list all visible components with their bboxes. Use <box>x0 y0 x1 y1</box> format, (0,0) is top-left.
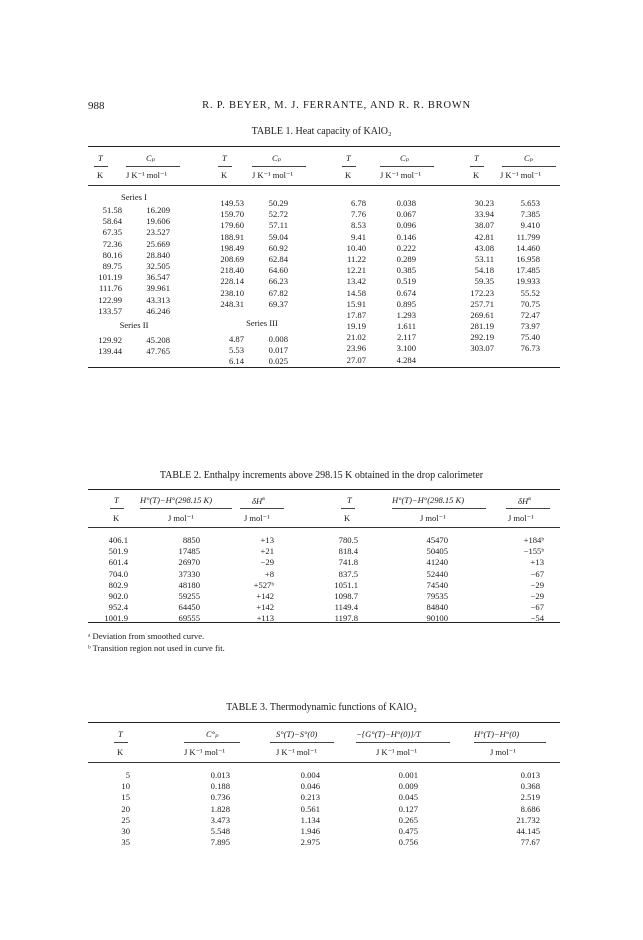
t3-h-S: S°(T)−S°(0) <box>276 729 318 739</box>
t1-h-Cp1: Cₚ <box>146 153 156 163</box>
t2-h-dH1: δH <box>252 495 263 506</box>
t2-left-T-cell: 1001.9 <box>104 613 128 624</box>
t1-b4-T-cell: 53.11 <box>474 253 494 264</box>
t1-b1-Cp <box>132 205 170 317</box>
t1-b2-T3-cell: 4.87 <box>228 334 244 344</box>
t3-H-cell: 0.013 <box>520 770 540 780</box>
t2-left-H <box>164 535 200 625</box>
t2-left-T-cell: 601.4 <box>108 557 128 568</box>
t1-b4-T <box>458 198 494 355</box>
t1-b2-Cp-cell: 66.23 <box>268 276 288 287</box>
t1-b2-T-cell: 248.31 <box>220 298 244 309</box>
t2-right-T-cell: 780.5 <box>338 535 358 545</box>
t1-b4-Cp <box>504 198 540 355</box>
t2-left-H-cell: 37330 <box>178 568 200 579</box>
t1-b2-Cp3-cell: 0.008 <box>268 334 288 344</box>
t1-b3-Cp-cell: 0.289 <box>396 253 416 264</box>
t1-h-K4: K <box>473 170 480 180</box>
table1-head-rule <box>88 185 560 186</box>
t2-left-T <box>90 535 128 625</box>
t1-b3-T-cell: 13.42 <box>346 276 366 287</box>
t1-b1-Cp-cell: 43.313 <box>146 294 170 305</box>
t1-b1-Cp-cell: 16.209 <box>146 205 170 215</box>
t1-b2-T-cell: 198.49 <box>220 242 244 253</box>
t1-b3-T-cell: 12.21 <box>346 265 366 276</box>
t2-h-dH2: δH <box>518 495 529 506</box>
t3-H <box>500 770 540 848</box>
t2-left-T-cell: 704.0 <box>108 568 128 579</box>
t1-b4-Cp-cell: 76.73 <box>520 343 540 354</box>
t2-right-T-cell: 1149.4 <box>334 602 358 613</box>
t1-b3-T-cell: 27.07 <box>346 354 366 365</box>
t3-Cp-cell: 3.473 <box>210 814 230 825</box>
t1-b1-Cp2-cell: 45.208 <box>146 335 170 345</box>
t1-b2-Cp3-cell: 0.025 <box>268 356 288 367</box>
t1-b2-Cp-cell: 50.29 <box>268 198 288 208</box>
t1-b3-T-cell: 21.02 <box>346 332 366 343</box>
t3-Cp-cell: 0.013 <box>210 770 230 780</box>
t1-b1-Cp2 <box>132 335 170 357</box>
t1-b4-Cp-cell: 72.47 <box>520 309 540 320</box>
t1-b3-Cp-cell: 2.117 <box>396 332 416 343</box>
t1-b3-T-cell: 19.19 <box>346 321 366 332</box>
t1-b2-Cp-cell: 60.92 <box>268 242 288 253</box>
t2-right-dH-cell: −54 <box>530 613 544 624</box>
table2-top-rule <box>88 489 560 490</box>
t2-right-T-cell: 1098.7 <box>334 590 358 601</box>
t1-b3-T-cell: 7.76 <box>350 209 366 220</box>
t3-Cp-cell: 5.548 <box>210 825 230 836</box>
t1-b3-Cp-cell: 0.038 <box>396 198 416 208</box>
t1-h-T2: T <box>222 153 227 163</box>
t2-h-H1: H°(T)−H°(298.15 K) <box>140 495 213 505</box>
t3-h-Cp: C°ₚ <box>206 729 219 739</box>
t1-b3-T-cell: 9.41 <box>350 231 366 242</box>
t2-right-H-cell: 90100 <box>426 613 448 624</box>
t1-b4-Cp-cell: 5.653 <box>520 198 540 208</box>
t3-S-cell: 1.134 <box>300 814 320 825</box>
t1-h-Cp2: Cₚ <box>272 153 282 163</box>
t2-right-H-cell: 41240 <box>426 557 448 568</box>
t1-b4-Cp-cell: 16.958 <box>516 253 540 264</box>
t1-b1-Cp-cell: 23.527 <box>146 227 170 238</box>
t2-left-H-cell: 17485 <box>178 546 200 557</box>
t1-b4-Cp-cell: 17.485 <box>516 265 540 276</box>
t1-b2-T-cell: 159.70 <box>220 209 244 220</box>
t3-T-cell: 10 <box>121 781 130 792</box>
t1-b2-T-cell: 218.40 <box>220 265 244 276</box>
t1-b2-Cp-cell: 64.60 <box>268 265 288 276</box>
t1-b2-T3-cell: 5.53 <box>228 345 244 356</box>
t3-S-cell: 0.004 <box>300 770 320 780</box>
t1-b2-T-cell: 228.14 <box>220 276 244 287</box>
t3-h-Cp-unit: J K⁻¹ mol⁻¹ <box>184 747 225 757</box>
table3-top-rule <box>88 722 560 723</box>
t3-H-cell: 44.145 <box>516 825 540 836</box>
t1-b1-T2 <box>86 335 122 357</box>
t1-b4-T-cell: 257.71 <box>470 298 494 309</box>
t1-b3-T <box>332 198 366 366</box>
t1-b1-T <box>86 205 122 317</box>
t1-b2-T-cell: 149.53 <box>220 198 244 208</box>
t3-h-G-unit: J K⁻¹ mol⁻¹ <box>376 747 417 757</box>
t1-b3-Cp <box>380 198 416 366</box>
t1-series1-label: Series I <box>120 192 147 202</box>
t2-left-H-cell: 8850 <box>182 535 200 545</box>
t1-b1-T-cell: 101.19 <box>98 272 122 283</box>
t1-b4-Cp-cell: 73.97 <box>520 321 540 332</box>
t3-S-cell: 0.046 <box>300 781 320 792</box>
t3-h-H-unit: J mol⁻¹ <box>490 747 516 757</box>
t1-b1-Cp2-cell: 47.765 <box>146 346 170 357</box>
t3-T-cell: 5 <box>125 770 130 780</box>
t1-b1-Cp-cell: 28.840 <box>146 249 170 260</box>
t1-b1-T2-cell: 129.92 <box>98 335 122 345</box>
t2-right-H-cell: 84840 <box>426 602 448 613</box>
t1-h-K2: K <box>221 170 228 180</box>
table1-caption: TABLE 1. Heat capacity of KAlO₂ <box>251 126 392 137</box>
t2-left-H-cell: 69555 <box>178 613 200 624</box>
running-head: R. P. BEYER, M. J. FERRANTE, AND R. R. BROWN <box>202 100 471 111</box>
t3-G-cell: 0.127 <box>398 803 418 814</box>
t1-b3-Cp-cell: 4.284 <box>396 354 416 365</box>
t2-right-dH-cell: −29 <box>530 579 544 590</box>
t1-b1-T-cell: 89.75 <box>102 260 122 271</box>
t2-right-dH <box>508 535 544 625</box>
t3-S-cell: 0.561 <box>300 803 320 814</box>
t3-T <box>100 770 130 848</box>
t2-h-H2: H°(T)−H°(298.15 K) <box>392 495 465 505</box>
t1-b1-Cp-cell: 19.606 <box>146 216 170 227</box>
t1-b1-T-cell: 133.57 <box>98 305 122 316</box>
table3-head-rule <box>88 762 560 763</box>
table1-bottom-rule <box>88 367 560 368</box>
t1-h-Cp4: Cₚ <box>524 153 534 163</box>
t3-Cp <box>196 770 230 848</box>
t1-b4-Cp-cell: 9.410 <box>520 220 540 231</box>
t1-b3-Cp-cell: 1.293 <box>396 309 416 320</box>
t3-h-T: T <box>118 729 123 739</box>
t1-h-T3: T <box>346 153 351 163</box>
t1-b2-Cp3 <box>254 334 288 368</box>
t1-b1-T-cell: 122.99 <box>98 294 122 305</box>
t1-b4-Cp-cell: 14.460 <box>516 242 540 253</box>
t2-h-T2: T <box>347 495 352 505</box>
t2-right-T-cell: 741.8 <box>338 557 358 568</box>
t1-b3-T-cell: 17.87 <box>346 309 366 320</box>
t1-b2-Cp <box>254 198 288 310</box>
t3-S-cell: 2.975 <box>300 837 320 848</box>
t3-H-cell: 0.368 <box>520 781 540 792</box>
t1-b4-T-cell: 172.23 <box>470 287 494 298</box>
t1-b3-Cp-cell: 0.067 <box>396 209 416 220</box>
t2-h-J3: J mol⁻¹ <box>420 513 446 523</box>
t3-T-cell: 25 <box>121 814 130 825</box>
t1-b3-Cp-cell: 0.146 <box>396 231 416 242</box>
t2-footnote-a: ᵃ Deviation from smoothed curve. <box>88 631 205 641</box>
t1-h-Cp3: Cₚ <box>400 153 410 163</box>
t1-b1-T-cell: 80.16 <box>102 249 122 260</box>
t2-footnote-b: ᵇ Transition region not used in curve fit. <box>88 643 225 653</box>
t1-series3-label: Series III <box>246 318 278 328</box>
t3-H-cell: 2.519 <box>520 792 540 803</box>
t2-left-dH-cell: +113 <box>256 613 274 624</box>
t2-left-H-cell: 48180 <box>178 579 200 590</box>
t1-b3-Cp-cell: 1.611 <box>396 321 416 332</box>
t1-h-K3: K <box>345 170 352 180</box>
t3-T-cell: 30 <box>121 825 130 836</box>
t2-right-dH-cell: +184ᵇ <box>523 535 544 545</box>
t2-left-T-cell: 952.4 <box>108 602 128 613</box>
t1-b1-T-cell: 51.58 <box>102 205 122 215</box>
t1-b2-Cp3-cell: 0.017 <box>268 345 288 356</box>
t2-right-H-cell: 50405 <box>426 546 448 557</box>
t1-b3-T-cell: 15.91 <box>346 298 366 309</box>
t1-b2-Cp-cell: 67.82 <box>268 287 288 298</box>
t1-b2-T-cell: 188.91 <box>220 231 244 242</box>
t2-right-T-cell: 1051.1 <box>334 579 358 590</box>
t2-right-T-cell: 837.5 <box>338 568 358 579</box>
page-number: 988 <box>88 100 105 112</box>
t3-G-cell: 0.756 <box>398 837 418 848</box>
t1-b1-T-cell: 67.35 <box>102 227 122 238</box>
t3-G <box>384 770 418 848</box>
t2-right-dH-cell: −155ᵇ <box>523 546 544 557</box>
t1-b4-T-cell: 33.94 <box>474 209 494 220</box>
t1-b2-T3 <box>208 334 244 368</box>
t1-b1-T-cell: 58.64 <box>102 216 122 227</box>
t2-right-T-cell: 1197.8 <box>334 613 358 624</box>
t3-S-cell: 1.946 <box>300 825 320 836</box>
t3-H-cell: 21.732 <box>516 814 540 825</box>
t2-h-J1: J mol⁻¹ <box>168 513 194 523</box>
t2-left-dH-cell: +13 <box>260 535 274 545</box>
t1-h-unit3: J K⁻¹ mol⁻¹ <box>380 170 421 180</box>
t1-b3-Cp-cell: 3.100 <box>396 343 416 354</box>
table2-bottom-rule <box>88 622 560 623</box>
t1-b1-Cp-cell: 46.246 <box>146 305 170 316</box>
t1-b3-T-cell: 23.96 <box>346 343 366 354</box>
t1-b4-Cp-cell: 75.40 <box>520 332 540 343</box>
t2-right-dH-cell: −67 <box>530 568 544 579</box>
t1-b2-T-cell: 238.10 <box>220 287 244 298</box>
t3-G-cell: 0.475 <box>398 825 418 836</box>
t2-right-dH-cell: +13 <box>530 557 544 568</box>
t3-Cp-cell: 0.736 <box>210 792 230 803</box>
t1-b4-Cp-cell: 11.799 <box>516 231 540 242</box>
t1-b4-Cp-cell: 19.933 <box>516 276 540 287</box>
table3-caption: TABLE 3. Thermodynamic functions of KAlO₂ <box>226 702 417 713</box>
t3-h-K: K <box>117 747 124 757</box>
table2-head-rule <box>88 527 560 528</box>
t1-series2-label: Series II <box>119 320 149 330</box>
t1-b1-Cp-cell: 39.961 <box>146 283 170 294</box>
t1-b3-Cp-cell: 0.895 <box>396 298 416 309</box>
t1-b4-Cp-cell: 70.75 <box>520 298 540 309</box>
t1-b2-T-cell: 208.69 <box>220 253 244 264</box>
t2-left-dH-cell: +527ᵇ <box>253 579 274 590</box>
t1-b1-T-cell: 72.36 <box>102 238 122 249</box>
t1-h-T1: T <box>98 153 103 163</box>
t3-h-G: −{G°(T)−H°(0)}/T <box>356 729 421 739</box>
t2-left-H-cell: 26970 <box>178 557 200 568</box>
t2-left-dH <box>240 535 274 625</box>
table1-top-rule <box>88 146 560 147</box>
t1-h-unit4: J K⁻¹ mol⁻¹ <box>500 170 541 180</box>
t2-left-dH-cell: +8 <box>264 568 274 579</box>
t1-b2-T-cell: 179.60 <box>220 220 244 231</box>
t1-b1-T2-cell: 139.44 <box>98 346 122 357</box>
t2-right-H-cell: 52440 <box>426 568 448 579</box>
t3-h-S-unit: J K⁻¹ mol⁻¹ <box>276 747 317 757</box>
t3-G-cell: 0.009 <box>398 781 418 792</box>
t3-G-cell: 0.001 <box>398 770 418 780</box>
t3-Cp-cell: 0.188 <box>210 781 230 792</box>
t1-b3-Cp-cell: 0.385 <box>396 265 416 276</box>
t1-b2-Cp-cell: 62.84 <box>268 253 288 264</box>
t1-b4-T-cell: 42.81 <box>474 231 494 242</box>
t3-G-cell: 0.265 <box>398 814 418 825</box>
t1-b4-T-cell: 292.19 <box>470 332 494 343</box>
t2-right-T-cell: 818.4 <box>338 546 358 557</box>
t2-left-dH-cell: +142 <box>256 590 274 601</box>
t1-b3-T-cell: 8.53 <box>350 220 366 231</box>
t1-b3-T-cell: 11.22 <box>346 253 366 264</box>
t3-S-cell: 0.213 <box>300 792 320 803</box>
table2-caption: TABLE 2. Enthalpy increments above 298.15 K obtained in the drop calorimeter <box>159 470 484 481</box>
t1-b2-Cp-cell: 52.72 <box>268 209 288 220</box>
t1-h-T4: T <box>474 153 479 163</box>
t1-b3-T-cell: 10.40 <box>346 242 366 253</box>
t1-b4-T-cell: 38.07 <box>474 220 494 231</box>
t1-b2-T <box>208 198 244 310</box>
t2-right-H-cell: 74540 <box>426 579 448 590</box>
t1-b3-Cp-cell: 0.674 <box>396 287 416 298</box>
t1-b3-T-cell: 6.78 <box>350 198 366 208</box>
t3-H-cell: 77.67 <box>520 837 540 848</box>
t2-right-H-cell: 79535 <box>426 590 448 601</box>
t2-right-dH-cell: −29 <box>530 590 544 601</box>
t1-b1-Cp-cell: 25.669 <box>146 238 170 249</box>
t1-b4-T-cell: 30.23 <box>474 198 494 208</box>
t1-b2-Cp-cell: 69.37 <box>268 298 288 309</box>
t3-T-cell: 35 <box>121 837 130 848</box>
t2-left-T-cell: 902.0 <box>108 590 128 601</box>
t1-h-unit1: J K⁻¹ mol⁻¹ <box>126 170 167 180</box>
t1-b4-T-cell: 43.08 <box>474 242 494 253</box>
t1-b3-Cp-cell: 0.222 <box>396 242 416 253</box>
t1-b1-Cp-cell: 32.505 <box>146 260 170 271</box>
t1-b1-Cp-cell: 36.547 <box>146 272 170 283</box>
t3-h-H: H°(T)−H°(0) <box>474 729 520 739</box>
t2-h-T1: T <box>114 495 119 505</box>
t3-T-cell: 15 <box>121 792 130 803</box>
t2-h-K2: K <box>344 513 351 523</box>
t2-h-J2: J mol⁻¹ <box>244 513 270 523</box>
t2-left-dH-cell: −29 <box>260 557 274 568</box>
t2-h-J4: J mol⁻¹ <box>508 513 534 523</box>
t3-S <box>286 770 320 848</box>
t2-right-T <box>322 535 358 625</box>
t2-right-H-cell: 45470 <box>426 535 448 545</box>
t1-b2-T3-cell: 6.14 <box>228 356 244 367</box>
t2-left-T-cell: 501.9 <box>108 546 128 557</box>
t1-b4-T-cell: 303.07 <box>470 343 494 354</box>
t2-right-H <box>412 535 448 625</box>
t3-Cp-cell: 7.895 <box>210 837 230 848</box>
t3-Cp-cell: 1.828 <box>210 803 230 814</box>
t1-h-K1: K <box>97 170 104 180</box>
t1-b3-Cp-cell: 0.096 <box>396 220 416 231</box>
t1-b3-T-cell: 14.58 <box>346 287 366 298</box>
t1-b4-T-cell: 269.61 <box>470 309 494 320</box>
t2-right-dH-cell: −67 <box>530 602 544 613</box>
t2-left-dH-cell: +21 <box>260 546 274 557</box>
t2-left-T-cell: 802.9 <box>108 579 128 590</box>
t2-left-dH-cell: +142 <box>256 602 274 613</box>
t1-b4-T-cell: 59.35 <box>474 276 494 287</box>
t3-G-cell: 0.045 <box>398 792 418 803</box>
t1-h-unit2: J K⁻¹ mol⁻¹ <box>252 170 293 180</box>
t1-b2-Cp-cell: 59.04 <box>268 231 288 242</box>
t3-H-cell: 8.686 <box>520 803 540 814</box>
t1-b4-T-cell: 281.19 <box>470 321 494 332</box>
t1-b4-Cp-cell: 7.385 <box>520 209 540 220</box>
t1-b1-T-cell: 111.76 <box>99 283 122 294</box>
t1-b2-Cp-cell: 57.11 <box>268 220 288 231</box>
t2-left-H-cell: 64450 <box>178 602 200 613</box>
t2-left-H-cell: 59255 <box>178 590 200 601</box>
t1-b4-Cp-cell: 55.52 <box>520 287 540 298</box>
t1-b4-T-cell: 54.18 <box>474 265 494 276</box>
t2-h-K1: K <box>113 513 120 523</box>
t2-left-T-cell: 406.1 <box>108 535 128 545</box>
t3-T-cell: 20 <box>121 803 130 814</box>
t1-b3-Cp-cell: 0.519 <box>396 276 416 287</box>
